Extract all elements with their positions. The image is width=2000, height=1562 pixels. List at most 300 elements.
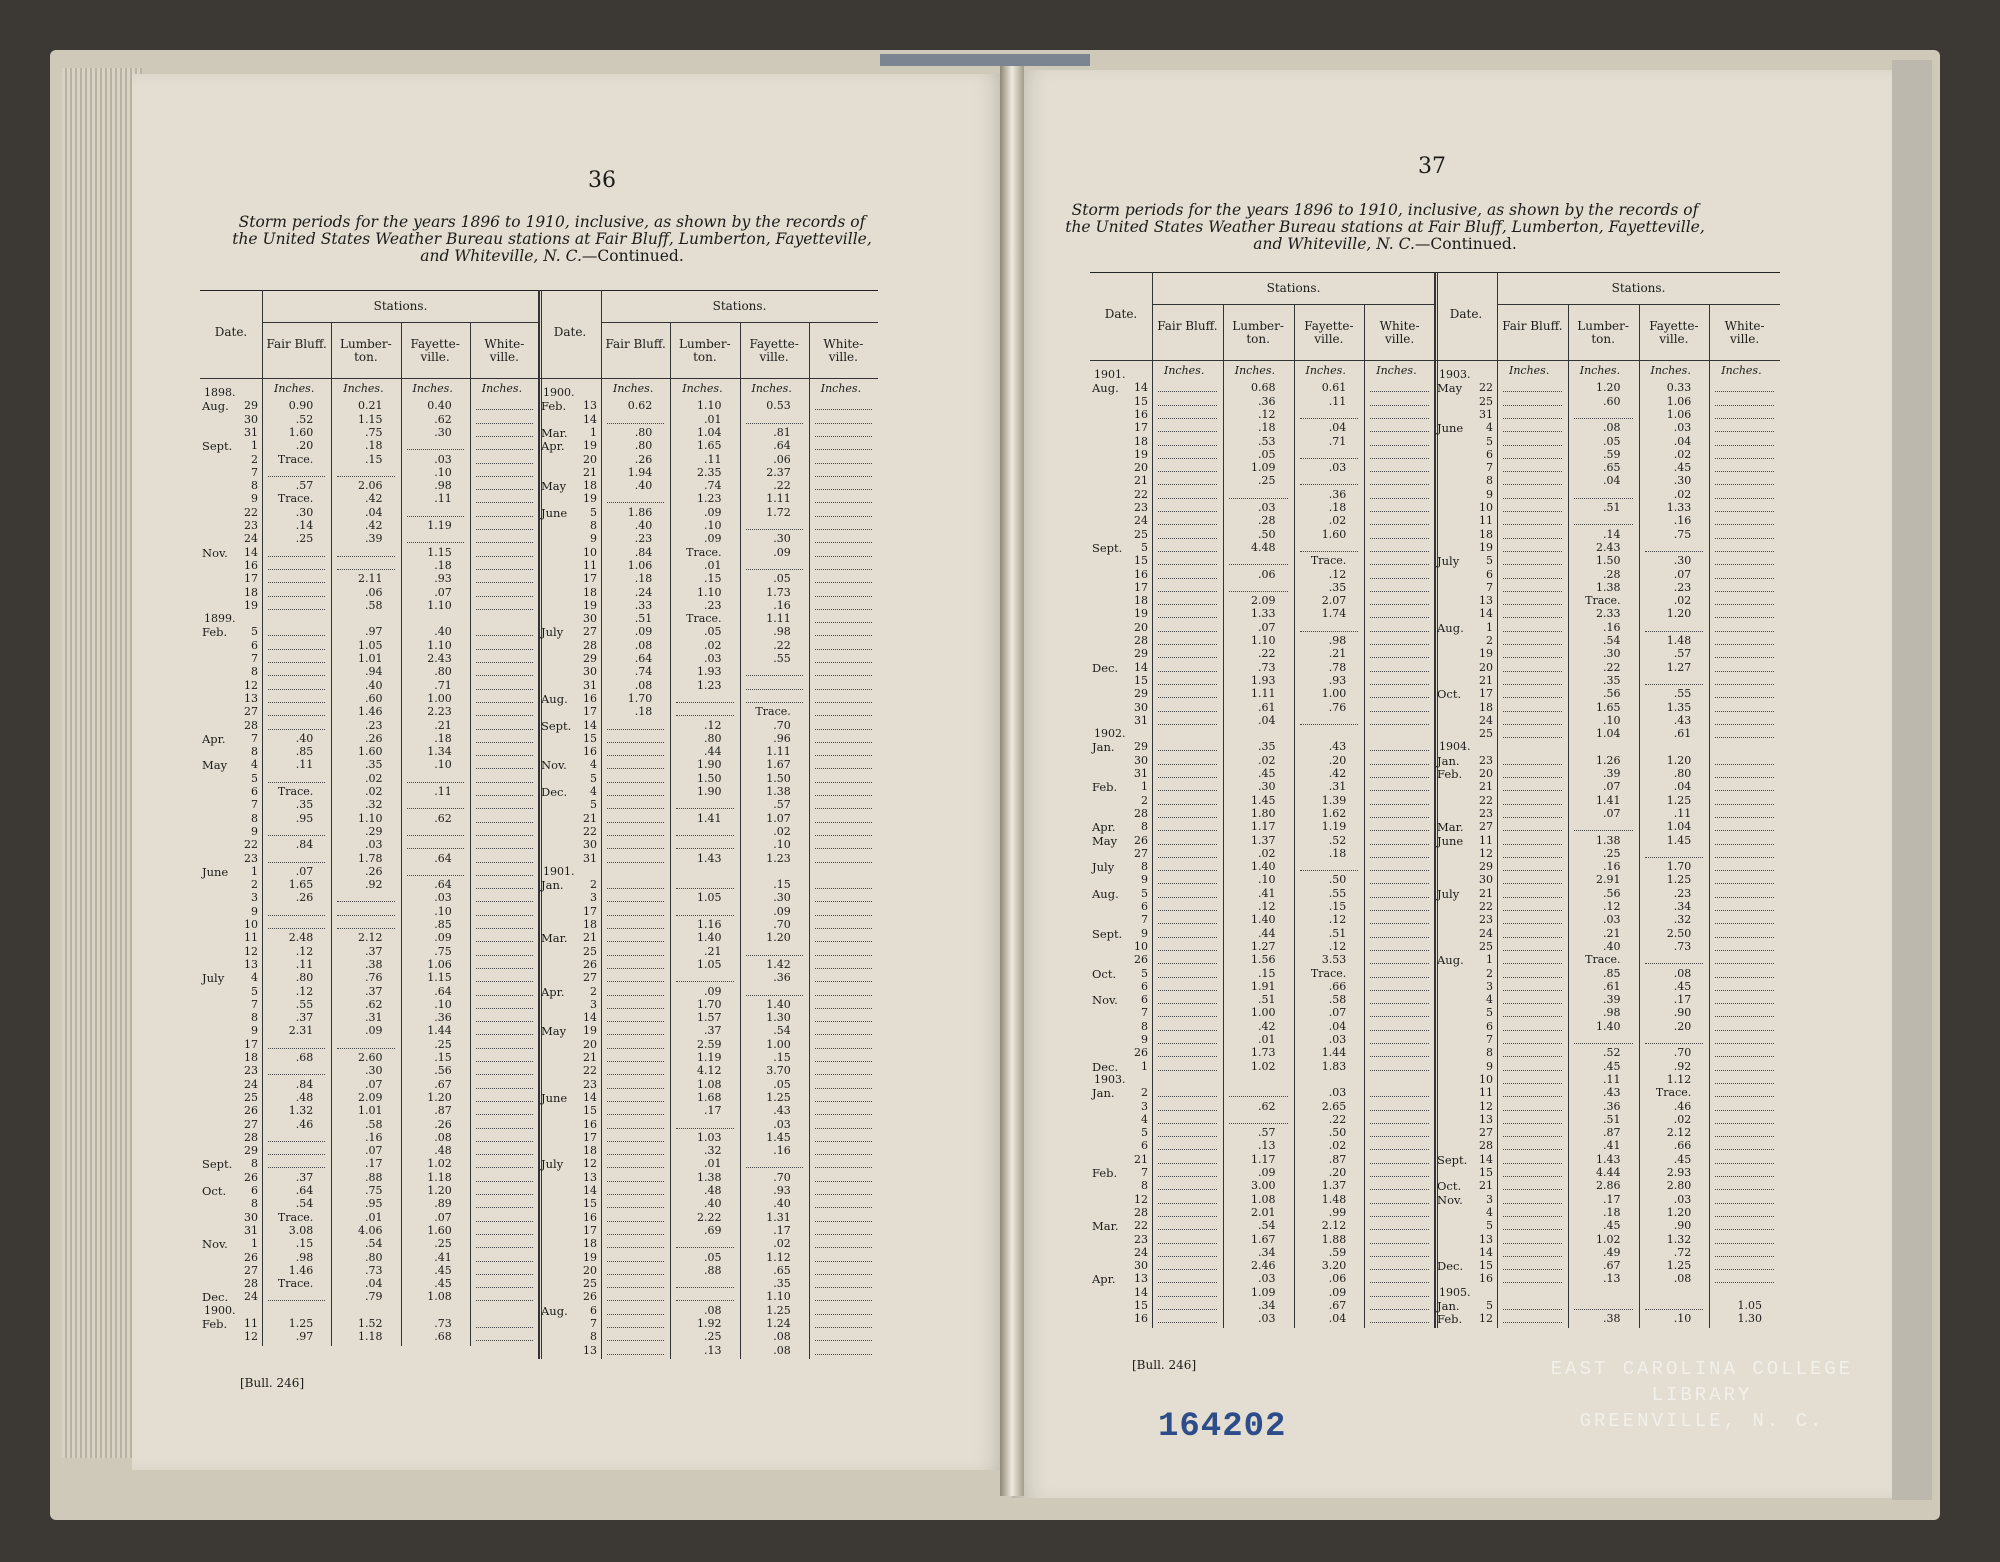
day-label: 19: [244, 598, 258, 612]
stamp-line: GREENVILLE, N. C.: [1579, 1410, 1825, 1432]
day-label: 29: [1134, 647, 1148, 661]
station-value: .02: [1673, 447, 1692, 461]
station-value: .23: [365, 718, 383, 732]
day-label: 1: [1141, 780, 1148, 794]
station-value: 1.12: [1666, 1072, 1692, 1086]
empty-cell-dots: [1503, 1243, 1562, 1244]
empty-cell-dots: [476, 755, 533, 756]
empty-cell-dots: [1715, 1269, 1774, 1270]
station-value: .46: [1673, 1099, 1692, 1113]
station-value: .10: [434, 997, 452, 1011]
station-value: 1.31: [766, 1210, 791, 1224]
empty-cell-dots: [815, 556, 872, 557]
station-value: 2.33: [1596, 607, 1621, 621]
empty-cell-dots: [1503, 883, 1562, 884]
station-value: .02: [1258, 753, 1276, 767]
station-value: .38: [1603, 1312, 1621, 1326]
empty-cell-dots: [476, 995, 533, 996]
fayetteville-header: Fayette- ville.: [749, 337, 799, 364]
empty-cell-dots: [1715, 604, 1774, 605]
station-value: .15: [295, 1237, 314, 1251]
empty-cell-dots: [1503, 1083, 1562, 1084]
empty-cell-dots: [607, 1261, 664, 1262]
empty-cell-dots: [815, 702, 872, 703]
empty-cell-dots: [1370, 1056, 1429, 1057]
day-label: 27: [583, 971, 597, 985]
station-value: .74: [704, 479, 722, 493]
empty-cell-dots: [1370, 950, 1429, 951]
station-value: .31: [1328, 780, 1347, 794]
station-value: .17: [773, 1223, 791, 1237]
empty-cell-dots: [1503, 737, 1562, 738]
day-label: 5: [1486, 1006, 1493, 1020]
empty-cell-dots: [1370, 1269, 1429, 1270]
station-value: 1.25: [1666, 873, 1692, 887]
station-value: 1.94: [627, 465, 653, 479]
empty-cell-dots: [268, 702, 325, 703]
station-value: 1.20: [1666, 753, 1692, 767]
day-label: 2: [1141, 1086, 1148, 1100]
day-label: 9: [251, 904, 258, 918]
station-value: .22: [773, 479, 791, 493]
empty-cell-dots: [476, 542, 533, 543]
day-label: 2: [1141, 793, 1148, 807]
empty-cell-dots: [1503, 697, 1562, 698]
station-value: .75: [1673, 527, 1692, 541]
empty-cell-dots: [815, 822, 872, 823]
station-value: .70: [773, 1170, 791, 1184]
station-value: .04: [1258, 713, 1276, 727]
empty-cell-dots: [1370, 910, 1429, 911]
day-label: 4: [590, 785, 597, 798]
day-label: 9: [1141, 1033, 1148, 1046]
station-value: .52: [1603, 1046, 1621, 1060]
station-value: .28: [1603, 567, 1621, 581]
empty-cell-dots: [1574, 498, 1633, 499]
station-value: .22: [1603, 660, 1621, 674]
day-label: 17: [1479, 687, 1493, 701]
empty-cell-dots: [1300, 870, 1359, 871]
day-label: 31: [1134, 767, 1148, 780]
column-rule: [1497, 272, 1498, 1328]
empty-cell-dots: [1715, 471, 1774, 472]
day-label: 4: [251, 971, 258, 985]
station-value: Trace.: [277, 1277, 314, 1291]
empty-cell-dots: [476, 1034, 533, 1035]
day-label: 8: [251, 479, 258, 493]
station-value: .92: [365, 878, 383, 892]
station-value: .16: [1673, 514, 1692, 528]
empty-cell-dots: [607, 1061, 664, 1062]
empty-cell-dots: [815, 463, 872, 464]
station-value: .51: [634, 612, 653, 626]
station-value: .98: [1328, 634, 1347, 647]
station-value: .23: [1673, 886, 1692, 900]
day-label: 30: [244, 1210, 258, 1224]
station-value: .20: [1328, 753, 1347, 767]
station-value: .03: [434, 891, 452, 905]
station-value: .26: [295, 891, 314, 905]
empty-cell-dots: [476, 556, 533, 557]
station-value: .18: [1603, 1205, 1621, 1219]
empty-cell-dots: [815, 848, 872, 849]
month-label: Aug.: [1092, 886, 1119, 901]
station-value: .54: [1603, 634, 1621, 647]
empty-cell-dots: [1158, 657, 1217, 658]
empty-cell-dots: [1574, 1043, 1633, 1044]
station-value: .09: [773, 545, 791, 559]
month-label: Aug.: [202, 399, 229, 414]
empty-cell-dots: [1158, 1216, 1217, 1217]
station-value: 2.43: [1596, 540, 1621, 554]
column-rule: [262, 290, 263, 1346]
station-value: .07: [1603, 806, 1621, 820]
empty-cell-dots: [1370, 830, 1429, 831]
station-value: 3.53: [1321, 953, 1347, 967]
station-value: 1.68: [697, 1090, 722, 1104]
empty-cell-dots: [268, 928, 325, 929]
day-label: 19: [583, 1250, 597, 1264]
empty-cell-dots: [815, 941, 872, 942]
station-value: .05: [1603, 434, 1621, 448]
day-label: 4: [1486, 1205, 1493, 1219]
empty-cell-dots: [815, 835, 872, 836]
empty-cell-dots: [1158, 923, 1217, 924]
station-value: .80: [634, 425, 653, 439]
day-label: 2: [1486, 634, 1493, 647]
empty-cell-dots: [1229, 1123, 1288, 1124]
station-value: .11: [1603, 1072, 1621, 1086]
table-caption: [232, 214, 872, 265]
station-value: .09: [1328, 1285, 1347, 1299]
station-value: 0.53: [766, 399, 791, 413]
empty-cell-dots: [676, 835, 733, 836]
day-label: 7: [1486, 461, 1493, 475]
station-value: 1.45: [1251, 793, 1276, 807]
empty-cell-dots: [476, 1021, 533, 1022]
empty-cell-dots: [607, 729, 664, 730]
station-value: 1.04: [1596, 727, 1621, 741]
empty-cell-dots: [1715, 1123, 1774, 1124]
day-label: 12: [1134, 1192, 1148, 1206]
station-value: 1.60: [358, 745, 383, 759]
day-label: 5: [1486, 434, 1493, 448]
day-label: 14: [583, 1184, 597, 1197]
month-label: June: [541, 1090, 568, 1105]
station-value: Trace.: [1585, 594, 1621, 608]
empty-cell-dots: [476, 662, 533, 663]
empty-cell-dots: [1503, 684, 1562, 685]
empty-cell-dots: [1715, 498, 1774, 499]
empty-cell-dots: [1158, 484, 1217, 485]
month-label: Feb.: [202, 625, 228, 640]
day-label: 21: [583, 465, 597, 479]
empty-cell-dots: [1370, 923, 1429, 924]
station-value: .88: [704, 1263, 722, 1277]
station-value: .18: [1328, 846, 1347, 860]
empty-cell-dots: [476, 516, 533, 517]
station-value: .21: [1603, 926, 1621, 940]
day-label: 16: [583, 1117, 597, 1131]
station-value: .39: [1603, 767, 1621, 780]
table-caption: [1060, 202, 1710, 253]
station-value: .45: [1603, 1219, 1621, 1233]
day-label: 3: [590, 891, 597, 905]
station-value: .80: [295, 971, 314, 985]
empty-cell-dots: [1370, 684, 1429, 685]
empty-cell-dots: [268, 662, 325, 663]
day-label: 19: [583, 439, 597, 453]
station-value: .09: [704, 532, 722, 546]
empty-cell-dots: [815, 1128, 872, 1129]
station-value: .34: [1258, 1299, 1276, 1312]
empty-cell-dots: [268, 596, 325, 597]
station-value: .53: [1258, 434, 1276, 448]
day-label: 9: [590, 532, 597, 546]
empty-cell-dots: [1503, 764, 1562, 765]
column-rule: [1364, 304, 1365, 1328]
station-value: .52: [295, 412, 314, 426]
empty-cell-dots: [1158, 977, 1217, 978]
station-value: .32: [704, 1144, 722, 1158]
fair-bluff-header: Fair Bluff.: [1502, 319, 1563, 333]
storm-table: [1090, 272, 1780, 1422]
station-value: 1.57: [697, 1011, 722, 1025]
day-label: 1: [251, 864, 258, 878]
station-value: 1.46: [358, 705, 383, 719]
block-divider: [1434, 272, 1436, 1328]
empty-cell-dots: [815, 1154, 872, 1155]
empty-cell-dots: [1370, 790, 1429, 791]
empty-cell-dots: [1370, 498, 1429, 499]
day-label: 1: [1141, 1059, 1148, 1073]
empty-cell-dots: [1370, 1123, 1429, 1124]
station-value: .16: [365, 1130, 383, 1144]
day-label: 4: [251, 758, 258, 772]
month-label: June: [1437, 421, 1464, 436]
empty-cell-dots: [1715, 538, 1774, 539]
empty-cell-dots: [1503, 1043, 1562, 1044]
station-value: .02: [773, 1237, 791, 1251]
empty-cell-dots: [607, 1021, 664, 1022]
day-label: 8: [590, 519, 597, 532]
station-value: 1.17: [1251, 820, 1276, 834]
empty-cell-dots: [815, 755, 872, 756]
date-header: Date.: [214, 325, 248, 339]
station-value: 0.90: [288, 399, 314, 413]
empty-cell-dots: [476, 1340, 533, 1341]
empty-cell-dots: [1715, 737, 1774, 738]
day-label: 24: [1134, 514, 1148, 528]
station-value: .05: [704, 1250, 722, 1264]
empty-cell-dots: [1715, 990, 1774, 991]
station-value: .20: [1328, 1166, 1347, 1179]
empty-cell-dots: [476, 1074, 533, 1075]
station-value: 1.06: [1666, 407, 1692, 421]
empty-cell-dots: [607, 1234, 664, 1235]
station-value: 2.60: [358, 1051, 383, 1064]
column-rule: [401, 322, 402, 1346]
empty-cell-dots: [268, 1141, 325, 1142]
empty-cell-dots: [1300, 418, 1359, 419]
station-value: .65: [773, 1263, 791, 1277]
station-value: 1.25: [766, 1303, 791, 1317]
station-value: .03: [1328, 1086, 1347, 1100]
empty-cell-dots: [815, 1354, 872, 1355]
unit-label: Inches.: [682, 382, 723, 395]
day-label: 6: [1486, 567, 1493, 581]
empty-cell-dots: [476, 1194, 533, 1195]
station-value: .11: [295, 957, 314, 971]
empty-cell-dots: [476, 489, 533, 490]
day-label: 2: [251, 452, 258, 466]
empty-cell-dots: [1503, 657, 1562, 658]
station-value: .41: [1258, 886, 1276, 900]
day-label: 14: [583, 718, 597, 732]
empty-cell-dots: [476, 901, 533, 902]
empty-cell-dots: [815, 622, 872, 623]
right-cover-edge: [1892, 60, 1932, 1500]
station-value: .11: [434, 492, 452, 506]
station-value: 2.12: [358, 931, 383, 945]
empty-cell-dots: [1503, 1136, 1562, 1137]
station-value: .12: [1328, 567, 1347, 581]
empty-cell-dots: [476, 409, 533, 410]
empty-cell-dots: [1158, 445, 1217, 446]
day-label: 9: [1486, 487, 1493, 501]
station-value: .02: [704, 638, 722, 652]
station-value: 1.04: [697, 425, 722, 439]
day-label: 6: [590, 1303, 597, 1317]
empty-cell-dots: [1503, 830, 1562, 831]
station-value: .46: [295, 1117, 314, 1131]
empty-cell-dots: [815, 635, 872, 636]
year-label: 1899.: [204, 612, 236, 626]
empty-cell-dots: [1715, 977, 1774, 978]
station-value: .03: [773, 1117, 791, 1131]
empty-cell-dots: [476, 1274, 533, 1275]
day-label: 23: [1134, 1232, 1148, 1246]
station-value: .10: [1673, 1312, 1692, 1326]
station-value: 1.32: [288, 1104, 314, 1118]
empty-cell-dots: [1158, 857, 1217, 858]
empty-cell-dots: [815, 476, 872, 477]
empty-cell-dots: [1715, 724, 1774, 725]
empty-cell-dots: [476, 742, 533, 743]
station-value: .22: [1258, 647, 1276, 661]
year-label: 1900.: [204, 1303, 236, 1317]
station-value: 1.24: [766, 1317, 791, 1330]
day-label: 15: [1134, 394, 1148, 408]
empty-cell-dots: [1158, 1269, 1217, 1270]
day-label: 13: [583, 1170, 597, 1184]
empty-cell-dots: [1503, 1016, 1562, 1017]
station-value: .09: [365, 1024, 383, 1038]
empty-cell-dots: [476, 941, 533, 942]
station-value: .10: [704, 519, 722, 532]
empty-cell-dots: [1503, 458, 1562, 459]
empty-cell-dots: [1158, 671, 1217, 672]
empty-cell-dots: [815, 1048, 872, 1049]
column-rule: [740, 322, 741, 1359]
station-value: .26: [365, 731, 383, 745]
empty-cell-dots: [1370, 471, 1429, 472]
month-label: Feb.: [202, 1317, 228, 1331]
day-label: 1: [1486, 953, 1493, 967]
station-value: 1.04: [1666, 820, 1692, 834]
empty-cell-dots: [476, 888, 533, 889]
empty-cell-dots: [1645, 551, 1704, 552]
station-value: 1.88: [1321, 1232, 1347, 1246]
year-label: 1903.: [1094, 1072, 1126, 1086]
unit-label: Inches.: [481, 382, 523, 395]
empty-cell-dots: [476, 476, 533, 477]
empty-cell-dots: [815, 1234, 872, 1235]
empty-cell-dots: [476, 635, 533, 636]
empty-cell-dots: [1503, 1216, 1562, 1217]
whiteville-header: White- ville.: [1724, 319, 1765, 346]
empty-cell-dots: [1715, 963, 1774, 964]
station-value: .93: [434, 572, 452, 586]
empty-cell-dots: [815, 542, 872, 543]
empty-cell-dots: [1715, 923, 1774, 924]
day-label: 13: [244, 957, 258, 971]
day-label: 21: [583, 811, 597, 825]
empty-cell-dots: [676, 715, 733, 716]
station-value: .62: [434, 811, 452, 825]
empty-cell-dots: [268, 862, 325, 863]
station-value: .60: [365, 691, 383, 705]
empty-cell-dots: [1158, 617, 1217, 618]
caption-text: Storm periods for the years 1896 to 1910, inclusive, as shown by the records of the United States Weather Bureau stations at Fair Bluff, Lumberton, Fayetteville, and Whiteville, N. C.: [1065, 201, 1705, 253]
day-label: 24: [244, 532, 258, 546]
station-value: .02: [365, 771, 383, 785]
day-label: 23: [583, 1077, 597, 1091]
empty-cell-dots: [1370, 1296, 1429, 1297]
empty-cell-dots: [1715, 1043, 1774, 1044]
station-value: .15: [773, 878, 791, 892]
whiteville-header: White- ville.: [484, 337, 525, 364]
empty-cell-dots: [815, 1034, 872, 1035]
day-label: 17: [244, 572, 258, 586]
day-label: 5: [251, 771, 258, 785]
empty-cell-dots: [815, 1088, 872, 1089]
day-label: 20: [583, 1037, 597, 1051]
empty-cell-dots: [1715, 1176, 1774, 1177]
station-value: .12: [295, 944, 314, 958]
day-label: 17: [1134, 421, 1148, 435]
empty-cell-dots: [476, 463, 533, 464]
station-value: .72: [1673, 1245, 1692, 1259]
station-value: 1.38: [766, 785, 791, 798]
day-label: 15: [1479, 1259, 1493, 1273]
day-label: 22: [1479, 900, 1493, 913]
empty-cell-dots: [1503, 431, 1562, 432]
year-label: 1902.: [1094, 727, 1126, 741]
empty-cell-dots: [476, 981, 533, 982]
day-label: 5: [1141, 886, 1148, 900]
station-value: 1.01: [358, 652, 383, 665]
empty-cell-dots: [1370, 445, 1429, 446]
empty-cell-dots: [1503, 897, 1562, 898]
station-value: .35: [773, 1277, 791, 1291]
empty-cell-dots: [476, 1154, 533, 1155]
day-label: 6: [1141, 993, 1148, 1007]
day-label: 20: [583, 1263, 597, 1277]
day-label: 22: [244, 838, 258, 852]
day-label: 8: [1141, 860, 1148, 874]
empty-cell-dots: [476, 1261, 533, 1262]
